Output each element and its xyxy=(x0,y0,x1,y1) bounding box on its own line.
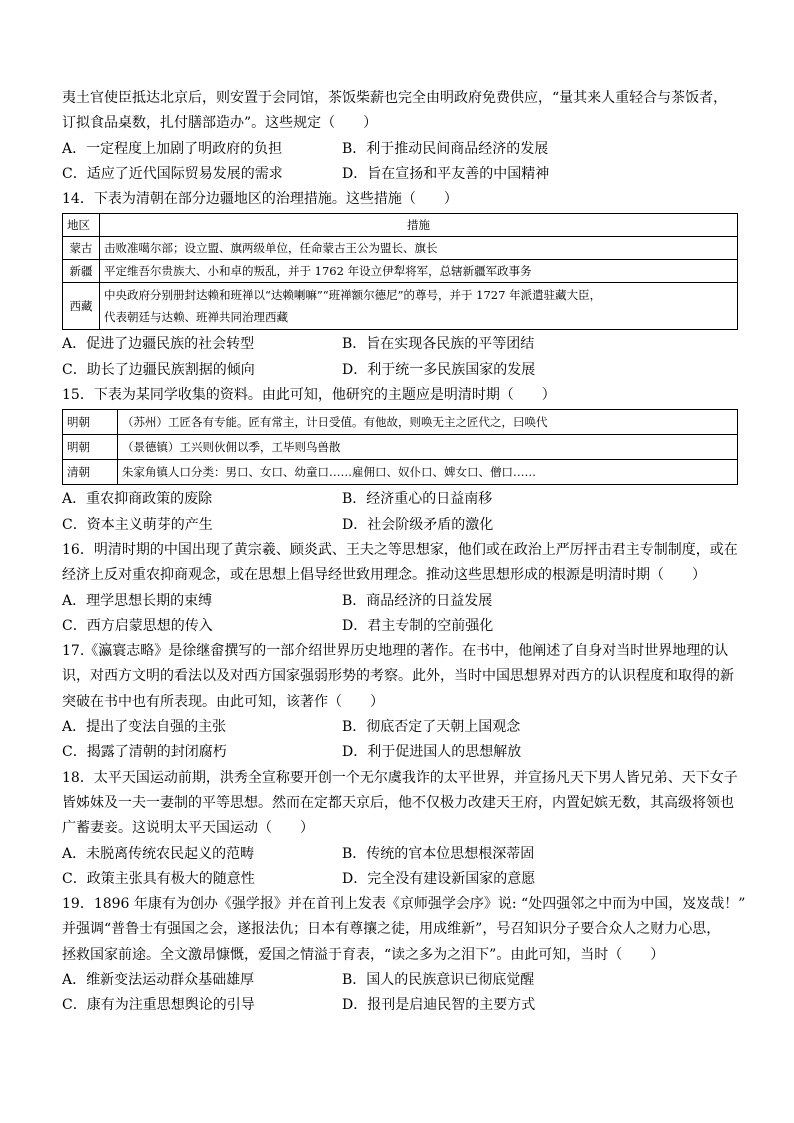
question-19-stem-line-3: 拯救国家前途。全文激昂慷慨，爱国之情溢于育表，“读之多为之泪下”。由此可知，当时（ ） xyxy=(62,946,665,963)
option-a[interactable]: A．一定程度上加剧了明政府的负担 xyxy=(62,140,283,157)
option-a[interactable]: A．促进了边疆民族的社会转型 xyxy=(62,336,255,353)
option-b[interactable]: B．商品经济的日益发展 xyxy=(342,592,493,609)
table-row xyxy=(63,460,738,485)
question-13-options-row-2 xyxy=(62,162,738,187)
table-cell-text: （景德镇）工兴则伙佣以季，工毕则鸟兽散 xyxy=(118,435,738,460)
option-a[interactable]: A．理学思想长期的束缚 xyxy=(62,592,213,609)
question-17 xyxy=(62,639,738,765)
table-cell-era: 明朝 xyxy=(63,410,118,435)
table-header-measure: 措施 xyxy=(100,214,738,237)
question-15 xyxy=(62,383,738,538)
question-14 xyxy=(62,187,738,383)
option-b[interactable]: B．经济重心的日益南移 xyxy=(342,491,493,508)
table-cell-measure: 击败准噶尔部；设立盟、旗两级单位，任命蒙古王公为盟长、旗长 xyxy=(100,237,738,260)
option-b[interactable]: B．旨在实现各民族的平等团结 xyxy=(342,336,535,353)
question-14-table xyxy=(62,213,738,330)
question-sheet xyxy=(62,86,746,1019)
question-18-options-row-2 xyxy=(62,867,738,892)
table-cell-measure xyxy=(100,283,738,330)
table-cell-era: 清朝 xyxy=(63,460,118,485)
question-19-stem-line-2: 并强调“普鲁士有强国之会，遂报法仇；日本有尊攘之徒，用成维新”，号召知识分子要合众人之财力心思， xyxy=(62,921,721,938)
option-d[interactable]: D．报刊是启迪民智的主要方式 xyxy=(342,997,536,1014)
option-d[interactable]: D．君主专制的空前强化 xyxy=(342,617,494,634)
question-16-stem-line-1: 16．明清时期的中国出现了黄宗羲、顾炎武、王夫之等思想家，他们或在政治上严厉抨击君主专制制度，或在 xyxy=(62,541,738,558)
question-19-stem-line-1: 19．1896 年康有为创办《强学报》并在首刊上发表《京师强学会序》说: “处四强邻之中而为中国，岌岌哉！” xyxy=(62,896,746,913)
table-cell-region: 蒙古 xyxy=(63,237,100,260)
question-16 xyxy=(62,538,738,639)
option-c[interactable]: C．康有为注重思想舆论的引导 xyxy=(62,997,255,1014)
option-d[interactable]: D．利于促进国人的思想解放 xyxy=(342,744,522,761)
option-a[interactable]: A．未脱离传统农民起义的范畴 xyxy=(62,845,255,862)
question-17-stem-line-1: 17.《瀛寰志略》是徐继畲撰写的一部介绍世界历史地理的著作。在书中，他阐述了自身对当时世界地理的认 xyxy=(62,643,729,660)
option-b[interactable]: B．彻底否定了天朝上国观念 xyxy=(342,719,521,736)
question-18 xyxy=(62,766,738,892)
question-17-options-row-1 xyxy=(62,715,738,740)
question-15-options-row-1 xyxy=(62,487,738,512)
option-c[interactable]: C．资本主义萌芽的产生 xyxy=(62,516,213,533)
table-header-region: 地区 xyxy=(63,214,100,237)
table-cell-measure-line-1: 中央政府分别册封达赖和班禅以“达赖喇嘛”“班禅额尔德尼”的尊号，并于 1727 年派遣驻藏大臣， xyxy=(104,288,602,303)
table-cell-text: （苏州）工匠各有专能。匠有常主，计日受值。有他故，则唤无主之匠代之，曰唤代 xyxy=(118,410,738,435)
question-15-options-row-2 xyxy=(62,513,738,538)
question-14-options-row-2 xyxy=(62,358,738,383)
table-cell-measure-line-2: 代表朝廷与达赖、班禅共同治理西藏 xyxy=(104,310,288,325)
table-row xyxy=(63,410,738,435)
question-18-stem-line-2: 皆姊妹及一夫一妻制的平等思想。然而在定都天京后，他不仅极力改建天王府，内置妃嫔无数，其高级将领也 xyxy=(62,794,734,811)
table-cell-measure: 平定维吾尔贵族大、小和卓的叛乱，并于 1762 年设立伊犁将军，总辖新疆军政事务 xyxy=(100,260,738,283)
question-19 xyxy=(62,892,746,1018)
question-15-stem: 15．下表为某同学收集的资料。由此可知，他研究的主题应是明清时期（ ） xyxy=(62,387,556,404)
table-row xyxy=(63,260,738,283)
question-16-stem-line-2: 经济上反对重农抑商观念，或在思想上倡导经世致用理念。推动这些思想形成的根源是明清时期（ ） xyxy=(62,567,706,584)
option-c[interactable]: C．政策主张具有极大的随意性 xyxy=(62,870,255,887)
option-a[interactable]: A．重农抑商政策的废除 xyxy=(62,491,213,508)
option-b[interactable]: B．国人的民族意识已彻底觉醒 xyxy=(342,972,535,989)
table-cell-region: 新疆 xyxy=(63,260,100,283)
option-c[interactable]: C．揭露了清朝的封闭腐朽 xyxy=(62,744,227,761)
table-header-row xyxy=(63,214,738,237)
question-17-stem-line-2: 识，对西方文明的看法以及对西方国家强弱形势的考察。此外，当时中国思想界对西方的认识程度和取得的新 xyxy=(62,668,734,685)
question-19-options-row-2 xyxy=(62,993,738,1018)
question-17-options-row-2 xyxy=(62,740,738,765)
question-17-stem-line-3: 突破在书中也有所表现。由此可知，该著作（ ） xyxy=(62,693,384,710)
option-c[interactable]: C．西方启蒙思想的传入 xyxy=(62,617,213,634)
option-b[interactable]: B．利于推动民间商品经济的发展 xyxy=(342,140,549,157)
question-13 xyxy=(62,86,738,187)
question-16-options-row-2 xyxy=(62,614,738,639)
question-15-table xyxy=(62,409,738,485)
question-13-stem-line-2: 订拟食品桌数，扎付膳部造办”。这些规定（ ） xyxy=(62,115,378,132)
table-cell-text: 朱家角镇人口分类：男口、女口、幼童口……雇佣口、奴仆口、婢女口、僧口…… xyxy=(118,460,738,485)
question-18-options-row-1 xyxy=(62,842,738,867)
option-d[interactable]: D．完全没有建设新国家的意愿 xyxy=(342,870,536,887)
option-a[interactable]: A．维新变法运动群众基础雄厚 xyxy=(62,972,255,989)
question-18-stem-line-1: 18．太平天国运动前期，洪秀全宣称要开创一个无尔虞我诈的太平世界，并宣扬凡天下男人皆兄弟、天下女子 xyxy=(62,769,738,786)
option-b[interactable]: B．传统的官本位思想根深蒂固 xyxy=(342,845,535,862)
option-c[interactable]: C．适应了近代国际贸易发展的需求 xyxy=(62,165,283,182)
option-d[interactable]: D．利于统一多民族国家的发展 xyxy=(342,361,536,378)
table-cell-era: 明朝 xyxy=(63,435,118,460)
table-row xyxy=(63,435,738,460)
table-cell-region: 西藏 xyxy=(63,283,100,330)
option-a[interactable]: A．提出了变法自强的主张 xyxy=(62,719,227,736)
table-row xyxy=(63,283,738,330)
question-19-options-row-1 xyxy=(62,968,738,993)
table-row xyxy=(63,237,738,260)
question-13-options-row-1 xyxy=(62,137,738,162)
question-18-stem-line-3: 广蓄妻妾。这说明太平天国运动（ ） xyxy=(62,820,314,837)
question-14-options-row-1 xyxy=(62,332,738,357)
option-c[interactable]: C．助长了边疆民族割据的倾向 xyxy=(62,361,255,378)
option-d[interactable]: D．社会阶级矛盾的激化 xyxy=(342,516,494,533)
question-16-options-row-1 xyxy=(62,589,738,614)
question-14-stem: 14．下表为清朝在部分边疆地区的治理措施。这些措施（ ） xyxy=(62,191,458,208)
option-d[interactable]: D．旨在宣扬和平友善的中国精神 xyxy=(342,165,550,182)
question-13-stem-line-1: 夷土官使臣抵达北京后，则安置于会同馆，茶饭柴薪也完全由明政府免费供应，“量其来人重轻合与茶饭者， xyxy=(62,90,728,106)
